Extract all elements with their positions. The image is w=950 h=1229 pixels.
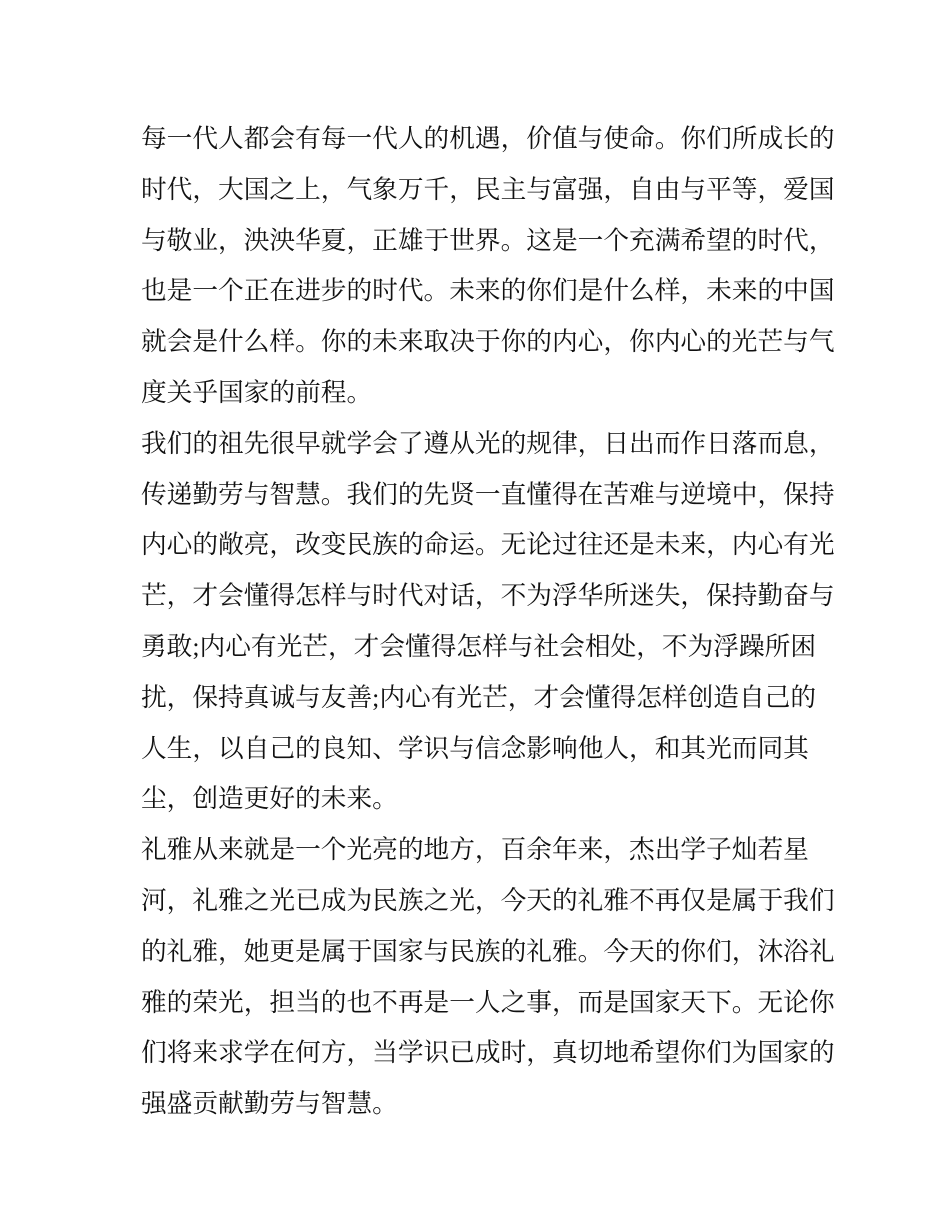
- text-line: 我们的祖先很早就学会了遵从光的规律，日出而作日落而息，: [141, 428, 835, 458]
- text-line: 人生，以自己的良知、学识与信念影响他人，和其光而同其: [141, 733, 809, 763]
- text-line: 强盛贡献勤劳与智慧。: [141, 1089, 398, 1119]
- document-page: [141, 114, 835, 1130]
- text-line: 尘，创造更好的未来。: [141, 784, 398, 814]
- text-line: 与敬业，泱泱华夏，正雄于世界。这是一个充满希望的时代，: [141, 225, 835, 255]
- text-line: 芒，才会懂得怎样与时代对话，不为浮华所迷失，保持勤奋与: [141, 581, 835, 611]
- text-line: 就会是什么样。你的未来取决于你的内心，你内心的光芒与气: [141, 327, 835, 357]
- text-line: 们将来求学在何方，当学识已成时，真切地希望你们为国家的: [141, 1038, 835, 1068]
- text-line: 礼雅从来就是一个光亮的地方，百余年来，杰出学子灿若星: [141, 835, 809, 865]
- text-line: 的礼雅，她更是属于国家与民族的礼雅。今天的你们，沐浴礼: [141, 936, 835, 966]
- text-line: 扰，保持真诚与友善;内心有光芒，才会懂得怎样创造自己的: [141, 682, 817, 712]
- text-line: 雅的荣光，担当的也不再是一人之事，而是国家天下。无论你: [141, 987, 835, 1017]
- text-line: 度关乎国家的前程。: [141, 377, 373, 407]
- paragraph-1: [141, 114, 835, 419]
- text-line: 也是一个正在进步的时代。未来的你们是什么样，未来的中国: [141, 276, 835, 306]
- text-line: 河，礼雅之光已成为民族之光，今天的礼雅不再仅是属于我们: [141, 885, 835, 915]
- text-line: 内心的敞亮，改变民族的命运。无论过往还是未来，内心有光: [141, 530, 835, 560]
- paragraph-2: [141, 419, 835, 825]
- paragraph-3: [141, 825, 835, 1130]
- text-line: 时代，大国之上，气象万千，民主与富强，自由与平等，爱国: [141, 174, 835, 204]
- text-line: 勇敢;内心有光芒，才会懂得怎样与社会相处，不为浮躁所困: [141, 631, 817, 661]
- text-line: 每一代人都会有每一代人的机遇，价值与使命。你们所成长的: [141, 124, 835, 153]
- text-line: 传递勤劳与智慧。我们的先贤一直懂得在苦难与逆境中，保持: [141, 479, 835, 509]
